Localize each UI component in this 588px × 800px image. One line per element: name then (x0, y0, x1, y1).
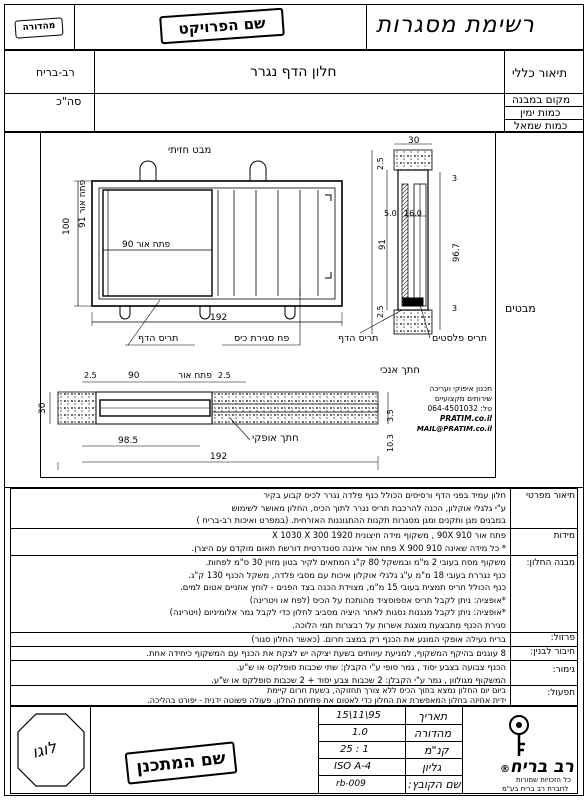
general-label: תיאור כללי (512, 66, 568, 80)
dim-91-vs: 91 (378, 239, 388, 250)
spec-row-operation (10, 686, 578, 706)
brand-sub-2: לחברת רב בריח בע"מ (502, 785, 569, 793)
spec-line: ביום יום החלון נמצא בתוך הכיס ללא צורך תחזוקה, בשעת חרום קיימת (267, 686, 506, 695)
brand-sub-1: כל הזכויות שמורות (516, 776, 571, 784)
edition-value: 1.0 (352, 727, 368, 738)
footer-row-3 (318, 758, 462, 759)
label-glass-closing: פח סגירת כיס (234, 333, 290, 344)
maker-name: רב-בריח (36, 66, 75, 79)
dim-opening-width: פתח אור 90 (122, 240, 171, 250)
dim-192-front: 192 (210, 313, 228, 323)
spec-row-text (12, 686, 506, 706)
spec-row-label: תיאור מפרטי (526, 491, 575, 501)
dim-opening-height: פתח אור 91 (78, 179, 88, 228)
company-line-2: שירותים מקצועיים (434, 394, 492, 403)
spec-row-label: מבנה החלון: (526, 558, 575, 568)
spec-row-dimensions (10, 529, 578, 555)
file-label: שם הקובץ: (408, 778, 461, 791)
project-stamp-text: שם הפרויקט (177, 13, 267, 39)
plan-opening-label: פתח אור (178, 371, 212, 381)
file-value: rb-009 (336, 779, 366, 789)
dim-100: 100 (62, 217, 72, 235)
label-elevations: מבטים (505, 302, 536, 315)
dim-16-0: 16.0 (404, 209, 422, 218)
spec-row-text (12, 661, 506, 686)
spec-row-text (12, 529, 506, 554)
brand-name (500, 757, 574, 777)
spec-line: ע"י גלגלי אוקלון, הכנה להרכבת תריס נגרר לתוך הכיס, החלון מאושר לשימוש (231, 502, 506, 513)
spec-line: המשקוף מגולוון , גמר ע"י הקבלן: 2 שכבות צבע יסוד + 2 שכבות סופלקס או ש"ע. (211, 674, 506, 685)
footer-row-1 (318, 724, 462, 725)
label-horizontal-section: חתך אופקי (252, 433, 299, 444)
spec-line: כנף נגררת בעובי 18 מ"מ ע"ג גלגלי אוקלון איכות עם מסבי פלדה, משקל הכנף 130 ק"ג. (188, 569, 506, 580)
plan-dim-2-5-left: 2.5 (84, 371, 97, 380)
vertical-section (360, 144, 440, 338)
footer-div-brand (462, 706, 463, 794)
brand-name-text: רב בריח (510, 757, 574, 777)
label-vertical-section: חתך אנכי (380, 365, 420, 376)
logo-placeholder: לוגו (29, 737, 59, 762)
date-value: 15\11\95 (336, 710, 381, 721)
edition-label: מהדורה (414, 727, 452, 740)
spec-row-description (10, 489, 578, 527)
spec-line: פתח אור 90X 910 , משקוף מידה חיצונית 1920 X 1030 X 300 (271, 530, 506, 540)
date-label: תאריך (418, 710, 448, 723)
front-elevation (74, 161, 342, 345)
spec-row-label: תפעול: (547, 688, 575, 698)
dim-3-top: 3 (452, 174, 458, 183)
spec-row-label: גימור: (552, 665, 575, 675)
edition-stamp-text: מהדורה (22, 20, 56, 34)
footer-row-4 (318, 775, 462, 776)
company-line-5: MAIL@PRATIM.co.il (416, 425, 492, 433)
label-blast-track-2: תריס הדף (338, 333, 379, 344)
dim-2-5-top: 2.5 (376, 157, 385, 170)
spec-line: הכנף צבועה בצבע יסוד , גמר סופי ע"י הקבלן: שתי שכבות סופלקס או ש"ע. (236, 662, 506, 672)
spec-row-label: פרזול: (550, 633, 575, 643)
spec-line: כנף הכולל תריס תמצית בעובי 15 מ"מ, מצוידת הכנה בצד הפנים - לוחץ אוזניים אטום למים. (180, 582, 506, 592)
spec-row-text (12, 633, 506, 646)
spec-row-text (12, 647, 506, 660)
sheet-label: גליון (422, 761, 442, 774)
spec-row-text (12, 489, 506, 527)
spec-row-connection (10, 647, 578, 660)
dim-3-bottom: 3 (452, 304, 458, 313)
plan-dim-192: 192 (210, 452, 228, 462)
spec-line: ידית אחיזה בחלון המאפשרת את החלון כדי לאטום את פתיחת החלון. פעולה פשוטה ידנית - יפורט בהליכה. (147, 696, 506, 705)
label-plaster-track: תריס פלסטים (432, 333, 488, 344)
footer-div-fields (318, 706, 319, 794)
label-blast-track: תריס הדף (138, 333, 179, 344)
company-line-4: PRATIM.co.il (439, 414, 492, 423)
designer-stamp-text: שם המתכנן (135, 748, 227, 778)
key-logo-icon (504, 714, 534, 760)
plan-dim-90: 90 (128, 371, 140, 381)
label-front-hidden: מבט חזיתי (168, 145, 212, 156)
dim-2-5-bottom: 2.5 (376, 305, 385, 318)
spec-line: סגירת הכנף מתבצעת מוצגת אשרות על רבצרות תמי הלוכה. (292, 619, 506, 630)
dim-96-7: 96.7 (452, 243, 462, 262)
doc-title: רשימת מסגרות (376, 12, 535, 38)
brand-registered-mark: ® (500, 764, 510, 775)
location-label: מקום במבנה (512, 94, 571, 106)
sheet-value: ISO A-4 (334, 761, 372, 772)
spec-row-text (12, 556, 506, 631)
spec-line: *אופציה: ניתן לקבל מנגנות נסגות לאחר היציה מסביב לחלון כדי לקבל גמר אלומיניום (ויטרינה) (169, 607, 506, 617)
left-qty-label: כמות שמאל (514, 120, 568, 132)
footer-row-2 (318, 741, 462, 742)
plan-dim-10-3: 10.3 (386, 434, 395, 452)
footer-block (10, 706, 578, 794)
spec-row-label: מידות (553, 531, 575, 541)
spec-line: חלון עמיד בפני הדף ורסיסים הכולל כנף פלדה נגרר לכיס קבוע בקיר (263, 490, 506, 500)
company-line-1: חכנון איפוקי ועריכה (429, 384, 492, 393)
spec-line: *אופציה: ניתן לקבל תריס אספוסציד מהותכת על הכיס (לפח או ויטרינה) (249, 594, 506, 605)
total-label: סה"כ (56, 95, 82, 108)
plan-dim-98-5: 98.5 (118, 436, 139, 446)
scale-value: 25 : 1 (340, 744, 369, 755)
spec-line: בריח נעילה אופקי המונע את הכנף רק במצב חרום. (כאשר החלון סגור) (251, 634, 506, 644)
plan-dim-30: 30 (38, 402, 48, 414)
spec-line: * כל מידה שאינה 910 X 900 פתח אור איננה סטנדרטית דורשת תאום מוקדם עם היצרן. (191, 542, 506, 553)
spec-row-finish (10, 661, 578, 686)
spec-line: במבנים מגן ותקנים ומגן מסגרות תקנות ההתגוננות האזרחית. (במפרט ואיכות רב-בריח ) (196, 515, 506, 525)
dim-5-0: 5.0 (384, 209, 397, 218)
company-line-3: טל: 064-4501032 (427, 404, 492, 413)
footer-div-label (405, 706, 406, 794)
item-name: חלון הדף נגרר (250, 64, 337, 80)
company-credit (412, 384, 492, 434)
plan-dim-3-5: 3.5 (386, 409, 395, 422)
spec-row-structure (10, 556, 578, 632)
footer-div-designer (90, 706, 91, 794)
right-qty-label: כמות ימין (520, 107, 561, 119)
dim-30-vs: 30 (408, 136, 420, 146)
spec-line: משקוף מסח בעובי 2 מ"מ ובמשקל 80 ק"ג המתאים לקיר בטון מזוין 30 ס"מ לפחות. (205, 557, 506, 567)
spec-row-hardware (10, 633, 578, 646)
spec-row-label: חיבור לבנין: (530, 647, 575, 657)
spec-line: 8 עוגנים בהיקף המשקוף, למניעת עיוותים בשעת יציקה יש לצקת את הכנף עם המשקוף כיחידה אחת. (146, 648, 506, 658)
plan-dim-2-5-right: 2.5 (218, 371, 231, 380)
scale-label: קנ"מ (424, 744, 449, 757)
